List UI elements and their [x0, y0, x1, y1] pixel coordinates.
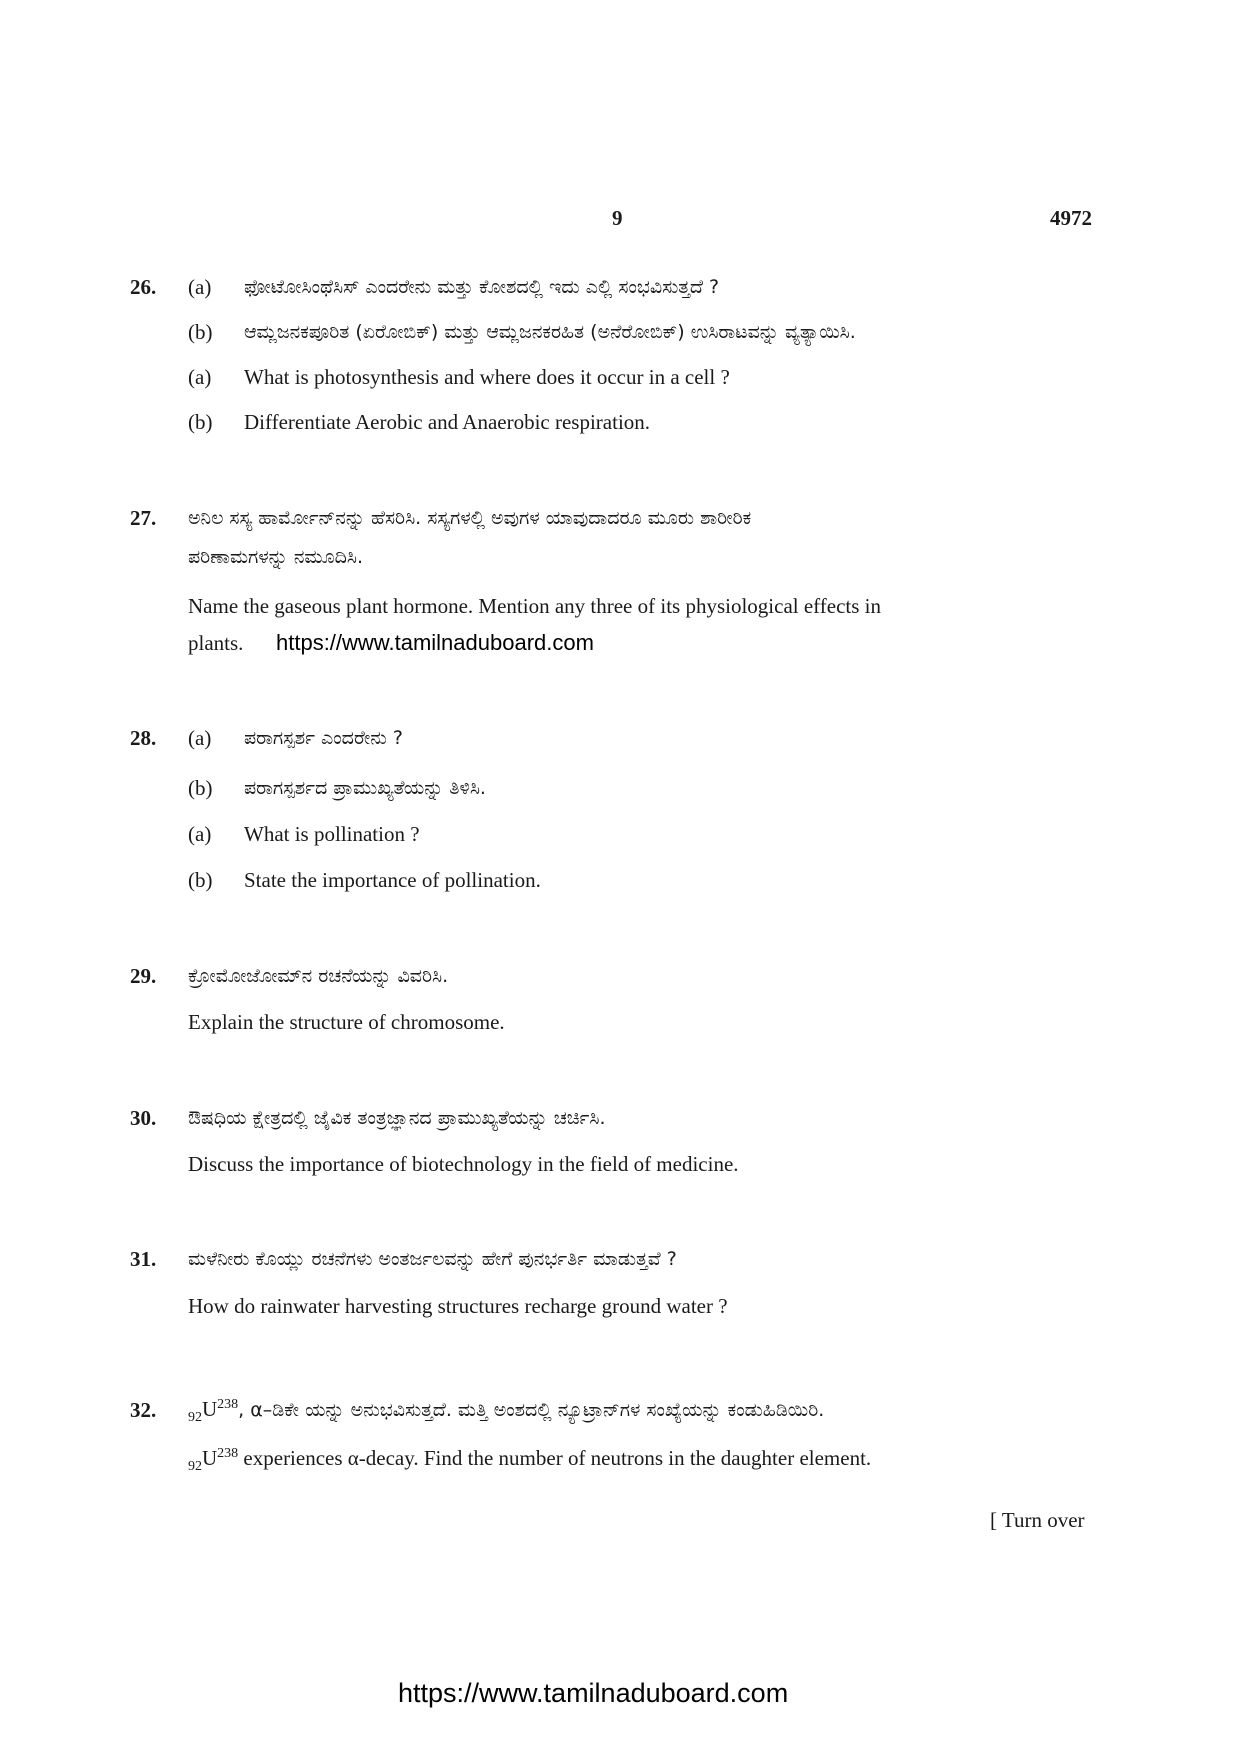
kannada-text: ಔಷಧಿಯ ಕ್ಷೇತ್ರದಲ್ಲಿ ಜೈವಿಕ ತಂತ್ರಜ್ಞಾನದ ಪ್ರಾಮುಖ್ಯತೆಯನ್ನು ಚರ್ಚಿಸಿ.	[188, 1107, 606, 1129]
sub-label-a: (a)	[188, 726, 212, 750]
question-number: 29.	[130, 964, 157, 988]
question-number: 31.	[130, 1247, 157, 1271]
paper-code: 4972	[1050, 206, 1092, 230]
sub-label-b: (b)	[188, 776, 213, 800]
question-number: 32.	[130, 1398, 157, 1422]
kannada-text-line2: ಪರಿಣಾಮಗಳನ್ನು ನಮೂದಿಸಿ.	[188, 546, 364, 568]
english-text: How do rainwater harvesting structures recharge ground water ?	[188, 1294, 728, 1318]
kannada-text-line1: ಅನಿಲ ಸಸ್ಯ ಹಾರ್ಮೋನ್‌ನನ್ನು ಹೆಸರಿಸಿ. ಸಸ್ಯಗಳಲ್ಲಿ ಅವುಗಳ ಯಾವುದಾದರೂ ಮೂರು ಶಾರೀರಿಕ	[188, 507, 752, 529]
sub-label-a: (a)	[188, 365, 212, 389]
english-text: Discuss the importance of biotechnology in the field of medicine.	[188, 1152, 739, 1176]
english-text-line2: plants.	[188, 631, 244, 655]
isotope-notation: $_{92}U^{238}$	[188, 1397, 239, 1426]
english-text-b: Differentiate Aerobic and Anaerobic respiration.	[244, 410, 651, 434]
english-text-line1: Name the gaseous plant hormone. Mention any three of its physiological effects in	[188, 594, 882, 618]
sub-label-a: (a)	[188, 822, 212, 846]
question-number: 27.	[130, 506, 157, 530]
question-number: 26.	[130, 275, 157, 299]
turn-over-note: [ Turn over	[990, 1508, 1085, 1532]
question-number: 30.	[130, 1106, 157, 1130]
sub-label-b: (b)	[188, 868, 213, 892]
english-text: experiences α-decay. Find the number of neutrons in the daughter element.	[238, 1446, 872, 1470]
kannada-text: ಮಳೆನೀರು ಕೊಯ್ಲು ರಚನೆಗಳು ಅಂತರ್ಜಲವನ್ನು ಹೇಗೆ ಪುನರ್ಭರ್ತಿ ಮಾಡುತ್ತವೆ ?	[188, 1248, 677, 1270]
english-text-a: What is photosynthesis and where does it occur in a cell ?	[244, 365, 730, 389]
kannada-text: , α–ಡಿಕೇ ಯನ್ನು ಅನುಭವಿಸುತ್ತದೆ. ಮತ್ತಿ ಅಂಶದಲ್ಲಿ ನ್ಯೂಟ್ರಾನ್‌ಗಳ ಸಂಖ್ಯೆಯನ್ನು ಕಂಡುಹಿಡಿಯಿರಿ.	[238, 1399, 825, 1421]
sub-label-b: (b)	[188, 320, 213, 344]
watermark-url: https://www.tamilnaduboard.com	[276, 630, 594, 655]
footer-watermark-url: https://www.tamilnaduboard.com	[398, 1678, 789, 1708]
sub-label-a: (a)	[188, 275, 212, 299]
kannada-text-b: ಪರಾಗಸ್ಪರ್ಶದ ಪ್ರಾಮುಖ್ಯತೆಯನ್ನು ತಿಳಿಸಿ.	[244, 777, 486, 799]
english-text-b: State the importance of pollination.	[244, 868, 541, 892]
english-line	[188, 1446, 872, 1475]
kannada-text-a: ಪರಾಗಸ್ಪರ್ಶ ಎಂದರೇನು ?	[244, 727, 403, 749]
kannada-line	[188, 1397, 825, 1426]
isotope-notation: $_{92}U^{238}$	[188, 1446, 239, 1475]
english-text-a: What is pollination ?	[244, 822, 420, 846]
kannada-text: ಕ್ರೋಮೋಜೋಮ್‌ನ ರಚನೆಯನ್ನು ವಿವರಿಸಿ.	[188, 965, 449, 987]
english-text: Explain the structure of chromosome.	[188, 1010, 505, 1034]
page-number: 9	[612, 206, 623, 230]
kannada-text-a: ಫೋಟೋಸಿಂಥೆಸಿಸ್ ಎಂದರೇನು ಮತ್ತು ಕೋಶದಲ್ಲಿ ಇದು ಎಲ್ಲಿ ಸಂಭವಿಸುತ್ತದೆ ?	[244, 276, 720, 298]
question-number: 28.	[130, 726, 157, 750]
kannada-text-b: ಆಮ್ಲಜನಕಪೂರಿತ (ಏರೋಬಿಕ್) ಮತ್ತು ಆಮ್ಲಜನಕರಹಿತ (ಅನೆರೋಬಿಕ್) ಉಸಿರಾಟವನ್ನು ವ್ಯತ್ಯಾಯಿಸಿ.	[244, 321, 856, 343]
sub-label-b: (b)	[188, 410, 213, 434]
